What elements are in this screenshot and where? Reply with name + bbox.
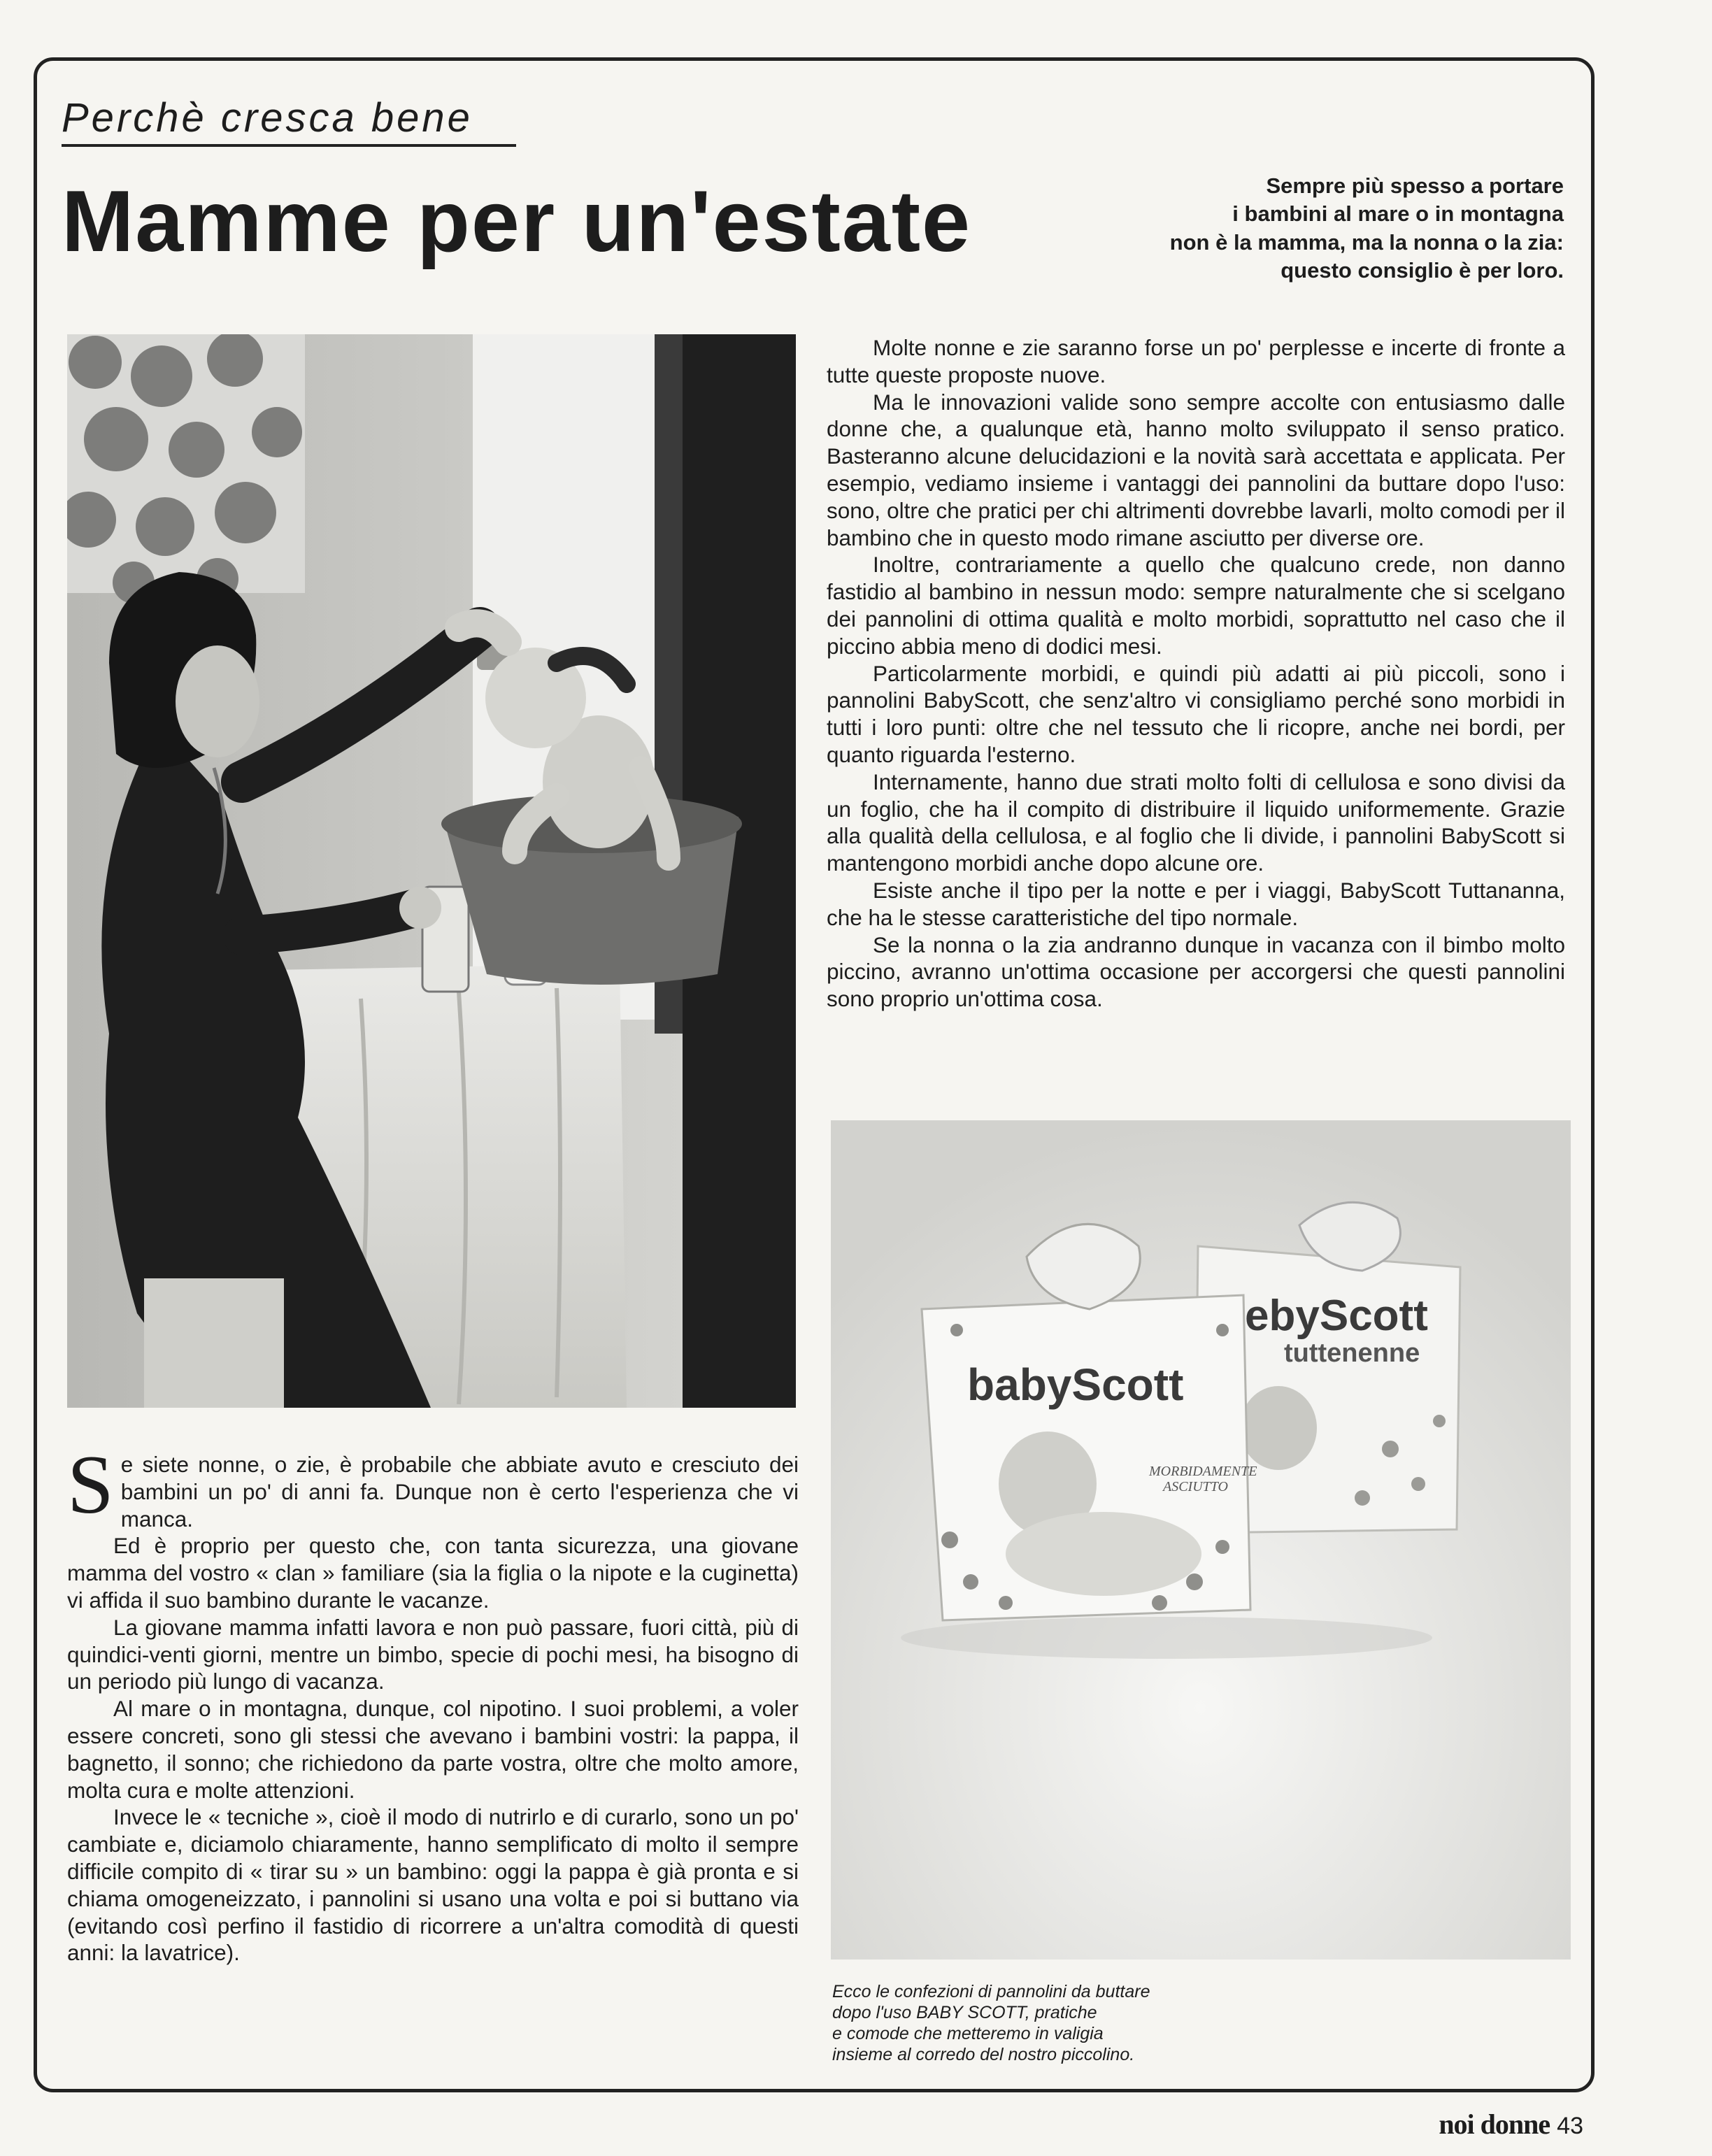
photo-babyscott-packages <box>831 1120 1571 1959</box>
left-text-column <box>67 1438 799 1966</box>
back-variant-text: tuttenenne <box>1284 1338 1420 1368</box>
deck-line: i bambini al mare o in montagna <box>1232 201 1564 227</box>
paragraph: Internamente, hanno due strati molto folti di cellulosa e sono divisi da un foglio, che ha il compito di distribuire il liquido uniformemente. Grazie alla qualità della cellulosa, e al foglio che li divide, i pannolini BabyScott si mantengono morbidi anche dopo alcune ore. <box>827 769 1565 876</box>
front-brand-text: babyScott <box>967 1359 1184 1410</box>
paragraph: La giovane mamma infatti lavora e non può passare, fuori città, più di quindici-venti giorni, mentre un bimbo, specie di pochi mesi, ha bisogno di un periodo più lungo di vacanza. <box>67 1614 799 1694</box>
package-label-line-2: ASCIUTTO <box>1163 1479 1228 1494</box>
page-number: 43 <box>1557 2113 1583 2139</box>
headline: Mamme per un'estate <box>62 173 972 270</box>
first-paragraph-text: e siete nonne, o zie, è probabile che abbiate avuto e cresciuto dei bambini un po' di anni fa. Dunque non è certo l'esperienza che vi manca. <box>120 1452 799 1532</box>
deck-line: Sempre più spesso a portare <box>1266 173 1564 198</box>
paragraph: Se la nonna o la zia andranno dunque in vacanza con il bimbo molto piccino, avranno un'ottima occasione per accorgersi che questi pannolini sono proprio un'ottima cosa. <box>827 931 1565 1012</box>
paragraph: Al mare o in montagna, dunque, col nipotino. I suoi problemi, a voler essere concreti, sono gli stessi che avevano i bambini vostri: la pappa, il bagnetto, il sonno; che richiedono da parte vostra, oltre che molto amore, molta cura e molte attenzioni. <box>67 1696 799 1803</box>
paragraph: Inoltre, contrariamente a quello che qualcuno crede, non danno fastidio al bambino in nessun modo: sempre naturalmente che si scelgano dei pannolini di ottima qualità e molto morbidi, soprattutto nel caso che il piccino abbia meno di dodici mesi. <box>827 552 1565 659</box>
caption-line: dopo l'uso BABY SCOTT, pratiche <box>832 2003 1097 2022</box>
paragraph: Invece le « tecniche », cioè il modo di nutrirlo e di curarlo, sono un po' cambiate e, diciamolo chiaramente, hanno semplificato di molto il sempre difficile compito di « tirar su » un bambino: oggi la pappa è già pronta e si chiama omogeneizzato, i pannolini si usano una volta e poi si buttano via (evitando così perfino il fastidio di ricorrere a un'altra comodità di questi anni: la lavatrice). <box>67 1804 799 1966</box>
section-kicker: Perchè cresca bene <box>62 94 516 147</box>
right-text-column <box>827 334 1565 1013</box>
paragraph: Ed è proprio per questo che, con tanta sicurezza, una giovane mamma del vostro « clan » familiare (sia la figlia o la nipote e la cuginetta) vi affida il suo bambino durante le vacanze. <box>67 1533 799 1613</box>
caption-line: insieme al corredo del nostro piccolino. <box>832 2045 1135 2064</box>
photo-mother-bathing-baby <box>67 334 796 1408</box>
package-label-line-1: MORBIDAMENTE <box>1149 1464 1257 1479</box>
photo-caption <box>832 1981 1462 2065</box>
bath-scene-illustration <box>67 334 796 1408</box>
magazine-name: noi donne <box>1439 2108 1550 2140</box>
drop-cap: S <box>67 1438 114 1531</box>
paragraph: Molte nonne e zie saranno forse un po' perplesse e incerte di fronte a tutte queste proposte nuove. <box>827 335 1565 387</box>
deck-line: questo consiglio è per loro. <box>1281 257 1564 283</box>
caption-line: Ecco le confezioni di pannolini da buttare <box>832 1982 1150 2001</box>
deck <box>1018 172 1564 285</box>
back-brand-text: ebyScott <box>1245 1292 1428 1340</box>
paragraph: Particolarmente morbidi, e quindi più adatti ai più piccoli, sono i pannolini BabyScott, che senz'altro vi consigliamo perché sono morbidi in tutti i loro punti: oltre che nel tessuto che li ricopre, anche nei bordi, per quanto riguarda l'esterno. <box>827 660 1565 767</box>
page-footer <box>1439 2108 1583 2141</box>
caption-line: e comode che metteremo in valigia <box>832 2024 1104 2043</box>
deck-line: non è la mamma, ma la nonna o la zia: <box>1169 229 1564 255</box>
first-paragraph <box>67 1438 799 1532</box>
paragraph: Esiste anche il tipo per la notte e per i viaggi, BabyScott Tuttananna, che ha le stesse caratteristiche del tipo normale. <box>827 877 1565 930</box>
diaper-packages-illustration <box>831 1120 1571 1959</box>
paragraph: Ma le innovazioni valide sono sempre accolte con entusiasmo dalle donne che, a qualunque età, hanno molto sviluppato il senso pratico. Basteranno alcune delucidazioni e la novità sarà accettata e applicata. Per esempio, vediamo insieme i vantaggi dei pannolini da buttare dopo l'uso: sono, oltre che pratici per chi altrimenti dovrebbe lavarli, molto comodi per il bambino che in questo modo rimane asciutto per diverse ore. <box>827 389 1565 550</box>
